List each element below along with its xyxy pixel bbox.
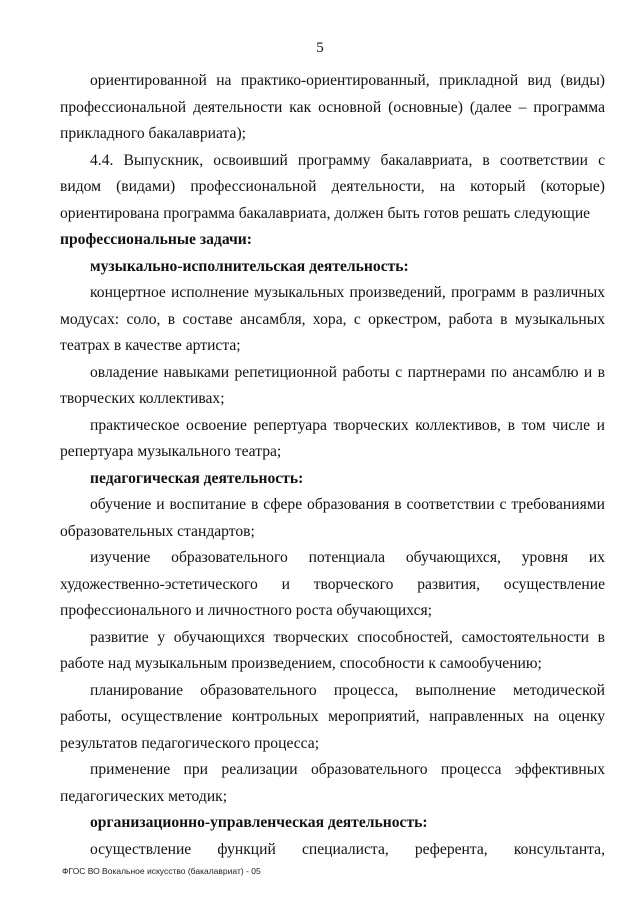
heading-professional-tasks: профессиональные задачи: (60, 231, 252, 248)
paragraph-functions: осуществление функций специалиста, референта, консультанта, (90, 840, 605, 858)
paragraph-4-4: 4.4. Выпускник, освоивший программу бакалавриата, в соответствии с видом (видами) профессиональной деятельности, на который (которые) ориентирована программа бакалавриата, должен быть готов решать следующие (60, 151, 605, 222)
paragraph-development: развитие у обучающихся творческих способностей, самостоятельности в работе над музыкальным произведением, способности к самообучению; (60, 628, 605, 672)
paragraph-continuation: ориентированной на практико-ориентированный, прикладной вид (виды) профессиональной деятельности как основной (основные) (далее – программа прикладного бакалавриата); (60, 72, 605, 142)
heading-pedagogical: педагогическая деятельность: (90, 469, 304, 487)
paragraph-study-potential: изучение образовательного потенциала обучающихся, уровня их художественно-эстетического и творческого развития, осуществление профессионального и личностного роста обучающихся; (60, 549, 605, 619)
paragraph-repertoire: практическое освоение репертуара творческих коллективов, в том числе и репертуара музыкального театра; (60, 416, 605, 460)
paragraph-concert-performance: концертное исполнение музыкальных произведений, программ в различных модусах: соло, в составе ансамбля, хора, с оркестром, работа в музыкальных театрах в качестве артиста; (60, 284, 605, 354)
page-number: 5 (316, 40, 324, 56)
footer-note: ФГОС ВО Вокальное искусство (бакалавриат) - 05 (62, 866, 261, 876)
heading-organizational: организационно-управленческая деятельность: (90, 814, 428, 831)
paragraph-planning: планирование образовательного процесса, выполнение методической работы, осуществление контрольных мероприятий, направленных на оценку результатов педагогического процесса; (60, 681, 605, 752)
paragraph-rehearsal-skills: овладение навыками репетиционной работы с партнерами по ансамблю и в творческих коллективах; (60, 363, 605, 407)
paragraph-education: обучение и воспитание в сфере образования в соответствии с требованиями образовательных стандартов; (60, 496, 605, 540)
heading-music-performance: музыкально-исполнительская деятельность: (90, 257, 409, 275)
document-body (60, 68, 605, 863)
paragraph-methods: применение при реализации образовательного процесса эффективных педагогических методик; (60, 761, 605, 805)
